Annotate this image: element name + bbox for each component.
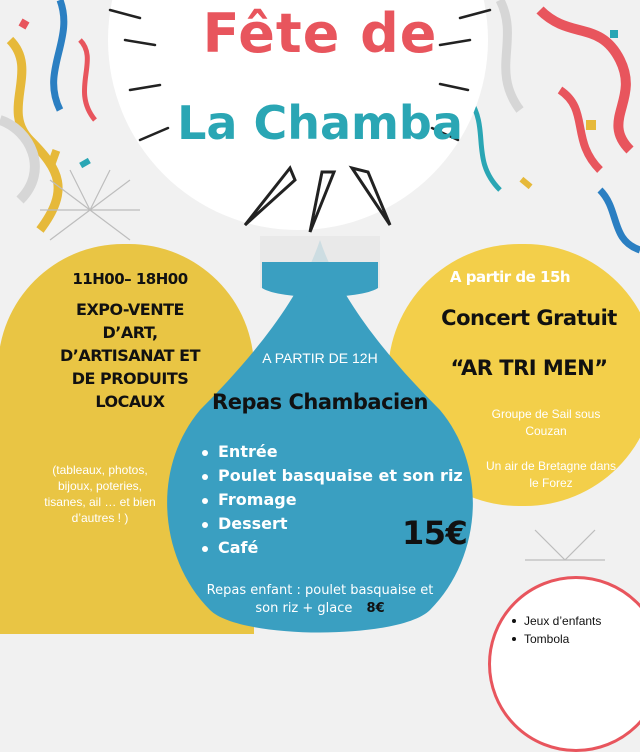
band-group: [476, 406, 616, 440]
center-heading: Repas Chambacien: [212, 390, 428, 414]
event-title-line2: La Chamba: [177, 96, 463, 150]
left-heading-line: LOCAUX: [95, 392, 165, 411]
band-group-line1: Groupe de Sail sous: [491, 407, 601, 421]
meal-price: 15€: [402, 514, 468, 552]
left-heading-line: D’ART,: [102, 323, 158, 342]
center-time: A PARTIR DE 12H: [262, 350, 378, 366]
menu-item: Dessert: [200, 512, 490, 536]
activity-item: Tombola: [510, 630, 640, 648]
left-details-line: bijoux, poteries,: [57, 479, 143, 493]
left-heading-line: D’ARTISANAT ET: [60, 346, 200, 365]
left-details-line: d’autres ! ): [71, 511, 129, 525]
left-hours: 11H00– 18H00: [72, 270, 188, 288]
kids-meal-line2: [190, 600, 450, 618]
kids-meal: [190, 582, 450, 618]
left-heading-line: EXPO-VENTE: [76, 300, 184, 319]
activities-list: [510, 612, 640, 648]
menu-item: Entrée: [200, 440, 490, 464]
band-description: [476, 458, 626, 492]
right-time: A partir de 15h: [449, 268, 571, 286]
left-details-line: tisanes, ail … et bien: [44, 495, 156, 509]
kids-meal-price: 8€: [366, 601, 385, 616]
event-title-line1: Fête de: [202, 2, 438, 65]
kids-meal-line1: Repas enfant : poulet basquaise et: [206, 583, 434, 598]
left-heading-line: DE PRODUITS: [71, 369, 189, 388]
left-details-line: (tableaux, photos,: [52, 463, 148, 477]
menu-item: Fromage: [200, 488, 490, 512]
menu-item: Poulet basquaise et son riz: [200, 464, 490, 488]
activity-item: Jeux d’enfants: [510, 612, 640, 630]
concert-heading: Concert Gratuit: [441, 306, 617, 330]
band-description-line1: Un air de Bretagne dans: [485, 459, 617, 473]
band-group-line2: Couzan: [525, 424, 567, 438]
band-description-line2: le Forez: [529, 476, 573, 490]
menu-item: Café: [200, 536, 490, 560]
band-name: “AR TRI MEN”: [450, 356, 608, 380]
left-details: [30, 462, 170, 526]
kids-meal-line2-text: son riz + glace: [255, 601, 353, 616]
